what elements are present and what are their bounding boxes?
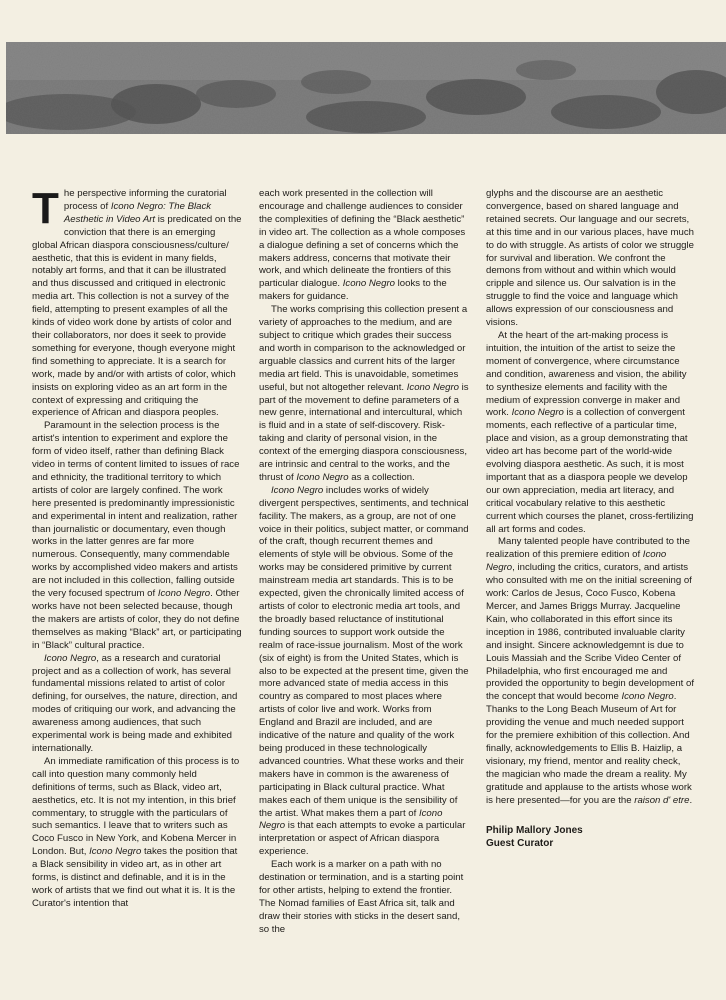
essay-column-1 (32, 184, 242, 911)
signature (486, 824, 696, 850)
paragraph: he perspective informing the curatorial process of Icono Negro: The Black Aesthetic in Video Art is predicated on the conviction that there is an emerging global African diaspora consciousness/culture/ aesthetic, that this is evident in many fields, notably art forms, and that it can be illustrated and thus discussed and critiqued in electronic media art. This collection is not a survey of the field, attempting to present examples of all the kinds of video work done by artists of color and their collaborators, nor does it seek to provide something for everyone, though everyone might find something to appreciate. It is a search for work, made by and/or with artists of color, which insists on exploring video as an art form in the context of expressing and critiquing the experience of African and diaspora peoples. (32, 188, 242, 419)
paragraph: At the heart of the art-making process is intuition, the intuition of the artist to seize the moment of convergence, where circumstance and condition, awareness and vision, the ability to synthesize elements and facility with the medium of expression converge in maker and work. Icono Negro is a collection of convergent moments, each reflective of a particular time, place and vision, as a group demonstrating that video art has become part of the world-wide evolving diaspora aesthetic. As such, it is most important that as a diaspora people we develop our own appreciation, media art literacy, and critical vocabulary relative to this aesthetic current which courses the planet, cross-fertilizing all art forms and codes. (486, 329, 694, 535)
paragraph: Paramount in the selection process is the artist's intention to experiment and explore the form of video itself, rather than defining Black video in terms of content limited to issues of race and ethnicity, the traditional territory to which artists of color are largely confined. The work here presented is predominantly impressionistic and experimental in intent and realization, rather than journalistic or documentary, even though works in the latter genres are far more numerous. Consequently, many commendable works by accomplished video makers and artists are not included in this collection, falling outside the very focused spectrum of Icono Negro. Other works have not been selected because, though the makers are artists of color, they do not define themselves as making “Black” art, or participating in “Black” cultural practice. (32, 420, 242, 651)
paragraph: The works comprising this collection present a variety of approaches to the medium, and are subject to critique which grades their success and worth in comparison to the acknowledged or arguable classics and current hits of the larger media art field. This is unavoidable, sometimes useful, but not altogether relevant. Icono Negro is part of the movement to define parameters of a new genre, international and intercultural, which is fluid and in a state of self-discovery. Risk-taking and clarity of personal vision, in the context of the emerging diaspora consciousness, are intrinsic and central to the works, and the thrust of Icono Negro as a collection. (259, 304, 469, 483)
paragraph: Icono Negro includes works of widely divergent perspectives, sentiments, and technical facility. The makers, as a group, are not of one voice in their politics, subject matter, or command of the craft, though recurrent themes and elements of style will be obvious. Some of the works may be considered primitive by current mainstream media art standards. This is to be expected, given the chronically limited access of artists of color to electronic media art tools, and the broadly based reluctance of institutional funding sources to support work outside the realm of race-issue journalism. Most of the work (six of eight) is from the United States, which is also to be expected at the present time, given the more advanced state of media access in this country as compared to most places where artists of color live and work. Works from England and Brazil are included, and are indicative of the nature and quality of the work being produced in these technologically advanced countries. What these works and their makers have in common is the awareness of participating in Black cultural practice. What makes each of them unique is the sensibility of the artist. What makes them a part of Icono Negro is that each attempts to evoke a particular interpretation or aspect of African diaspora experience. (259, 484, 469, 858)
paragraph: Many talented people have contributed to the realization of this premiere edition of Icono Negro, including the critics, curators, and artists who consulted with me on the initial screening of work: Carlos de Jesus, Coco Fusco, Kobena Mercer, and James Briggs Murray. Jacqueline Kain, who collaborated in this effort since its inception in 1986, contributed invaluable clarity and insight. Sincere acknowledgemnt is due to Louis Massiah and the Scribe Video Center of Philadelphia, who first encouraged me and provided the opportunity to begin development of the concept that would become Icono Negro. Thanks to the Long Beach Museum of Art for providing the venue and much needed support for the premiere exhibition of this collection. And finally, acknowledgements to Ellis B. Haizlip, a visionary, my friend, mentor and reality check, the magician who made the dream a reality. My gratitude and applause to the artists whose work is here presented—for you are the raison d' etre. (486, 536, 695, 806)
paragraph: Each work is a marker on a path with no destination or termination, and is a starting point for other artists, helping to extend the frontier. The Nomad families of East Africa sit, talk and draw their stories with sticks in the desert sand, so the (259, 859, 464, 935)
grainy-photo-strip-icon (6, 42, 726, 134)
essay-column-2 (259, 188, 469, 937)
paragraph: An immediate ramification of this process is to call into question many commonly held definitions of terms, such as Black, video art, aesthetics, etc. It is not my intention, in this brief commentary, to struggle with the particulars of such semantics. I leave that to writers such as Coco Fusco in New York, and Kobena Mercer in London. But, Icono Negro takes the position that a Black sensibility in video art, as in other art forms, is distinct and definable, and it is in the work of artists that we find out what it is. It is the Curator's intention that (32, 755, 240, 909)
banner-photo (6, 42, 726, 134)
paragraph: glyphs and the discourse are an aesthetic convergence, based on shared language and retained secrets. Our language and our secrets, at this time and in our various places, have much to do with struggle. As artists of color we struggle for survival and liberation. We confront the demons from without and within which would cripple and silence us. Our salvation is in the struggle to find the voice and language which allows expression of our consciousness and visions. (486, 188, 694, 329)
paragraph: Icono Negro, as a research and curatorial project and as a collection of work, has several fundamental missions related to artist of color defining, for ourselves, the nature, direction, and modes of critiquing our work, and advancing the awareness among audiences, that such experimental work is being made and exhibited internationally. (32, 652, 238, 754)
essay-column-3 (486, 188, 696, 850)
signature-title: Guest Curator (486, 837, 554, 849)
drop-cap: T (32, 184, 59, 233)
signature-name: Philip Mallory Jones (486, 824, 583, 836)
paragraph: each work presented in the collection will encourage and challenge audiences to consider the complexities of defining the “Black aesthetic” in video art. The collection as a whole composes a dialogue defining a set of concerns which the makers address, concerns that motivate their work, and which delineate the frontiers of this particular dialogue. Icono Negro looks to the makers for guidance. (259, 188, 466, 303)
